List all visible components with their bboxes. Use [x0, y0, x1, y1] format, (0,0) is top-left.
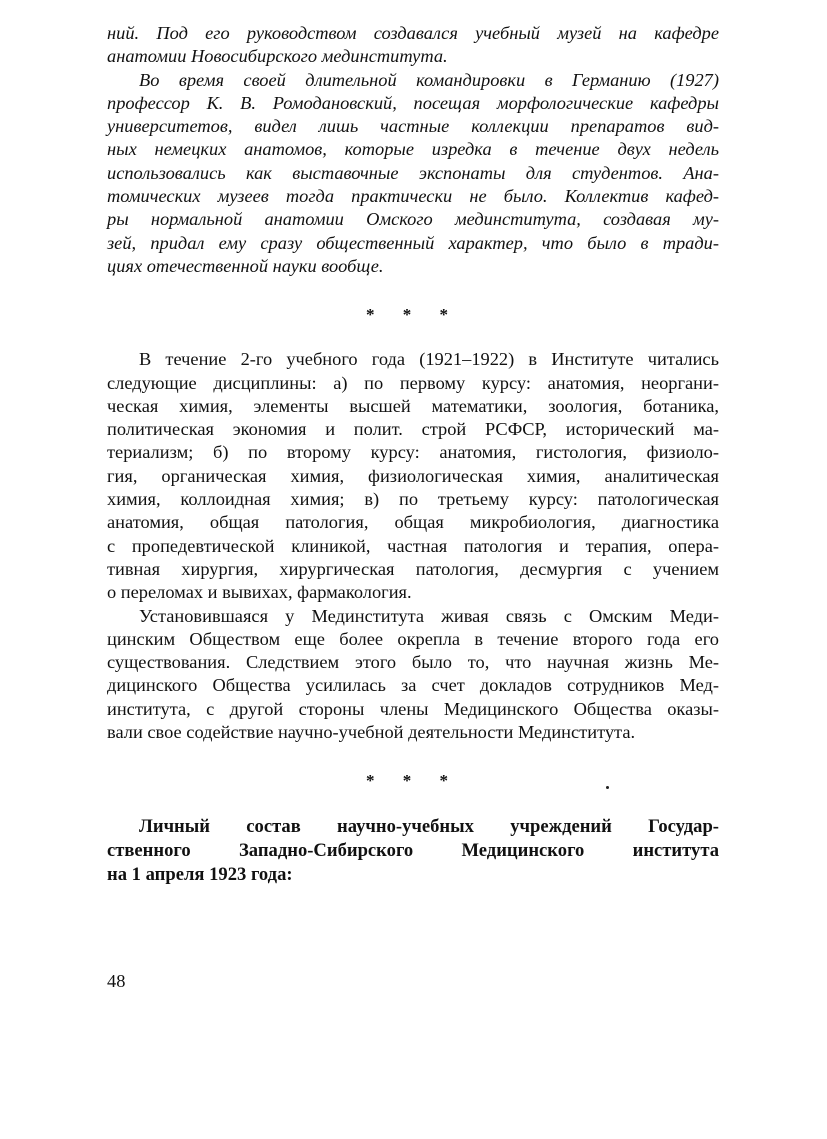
text-line: тивная хирургия, хирургическая патология, десмургия с учением — [107, 558, 719, 579]
section-separator: * * * — [366, 305, 460, 325]
text-line: ний. Под его руководством создавался учебный музей на кафедре — [107, 23, 719, 43]
text-line: Установившаяся у Мединститута живая связь с Омским Меди- — [139, 605, 719, 626]
print-speck — [606, 786, 609, 789]
text-line: о переломах и вывихах, фармакология. — [107, 582, 412, 603]
body-paragraph-1 — [107, 348, 719, 604]
text-line: ры нормальной анатомии Омского мединститута, создавая му- — [107, 209, 719, 230]
text-line: университетов, видел лишь частные коллекции препаратов вид- — [107, 116, 719, 137]
heading-line: Личный состав научно-учебных учреждений Государ- — [139, 816, 719, 838]
text-line: ческая химия, элементы высшей математики, зоология, ботаника, — [107, 395, 719, 416]
text-line: использовались как выставочные экспонаты для студентов. Ана- — [107, 162, 719, 183]
text-line: томических музеев тогда практически не было. Коллектив кафед- — [107, 186, 719, 207]
text-line: института, с другой стороны члены Медицинского Общества оказы- — [107, 698, 719, 719]
text-line: циях отечественной науки вообще. — [107, 255, 384, 276]
heading-line: на 1 апреля 1923 года: — [107, 864, 293, 886]
text-line: зей, придал ему сразу общественный характер, что было в тради- — [107, 232, 719, 253]
text-line: дицинского Общества усилилась за счет докладов сотрудников Мед- — [107, 675, 719, 696]
text-line: териализм; б) по второму курсу: анатомия, гистология, физиоло- — [107, 442, 719, 463]
text-line: гия, органическая химия, физиологическая химия, аналитическая — [107, 465, 719, 486]
body-passage — [107, 348, 719, 744]
text-line: анатомии Новосибирского мединститута. — [107, 46, 448, 67]
text-line: анатомия, общая патология, общая микробиология, диагностика — [107, 512, 719, 533]
text-line: В течение 2-го учебного года (1921–1922) в Институте читались — [139, 349, 719, 370]
text-line: профессор К. В. Ромодановский, посещая морфологические кафедры — [107, 92, 719, 113]
italic-passage — [107, 22, 719, 278]
text-line: следующие дисциплины: а) по первому курсу: анатомия, неоргани- — [107, 372, 719, 393]
text-line: ных немецких анатомов, которые изредка в течение двух недель — [107, 139, 719, 160]
text-line: вали свое содействие научно-учебной деятельности Мединститута. — [107, 722, 636, 743]
section-heading — [107, 815, 719, 887]
italic-paragraph-1 — [107, 22, 719, 69]
text-line: химия, коллоидная химия; в) по третьему курсу: патологическая — [107, 489, 719, 510]
body-paragraph-2 — [107, 605, 719, 745]
text-line: цинским Обществом еще более окрепла в течение второго года его — [107, 628, 719, 649]
page-content — [107, 22, 719, 887]
heading-line: ственного Западно-Сибирского Медицинского института — [107, 840, 719, 862]
text-line: Во время своей длительной командировки в Германию (1927) — [139, 69, 719, 90]
text-line: с пропедевтической клиникой, частная патология и терапия, опера- — [107, 535, 719, 556]
text-line: существования. Следствием этого было то, что научная жизнь Ме- — [107, 652, 719, 673]
section-separator: * * * — [366, 771, 460, 791]
italic-paragraph-2 — [107, 69, 719, 279]
text-line: политическая экономия и полит. строй РСФСР, исторический ма- — [107, 419, 719, 440]
page-number: 48 — [107, 971, 126, 991]
